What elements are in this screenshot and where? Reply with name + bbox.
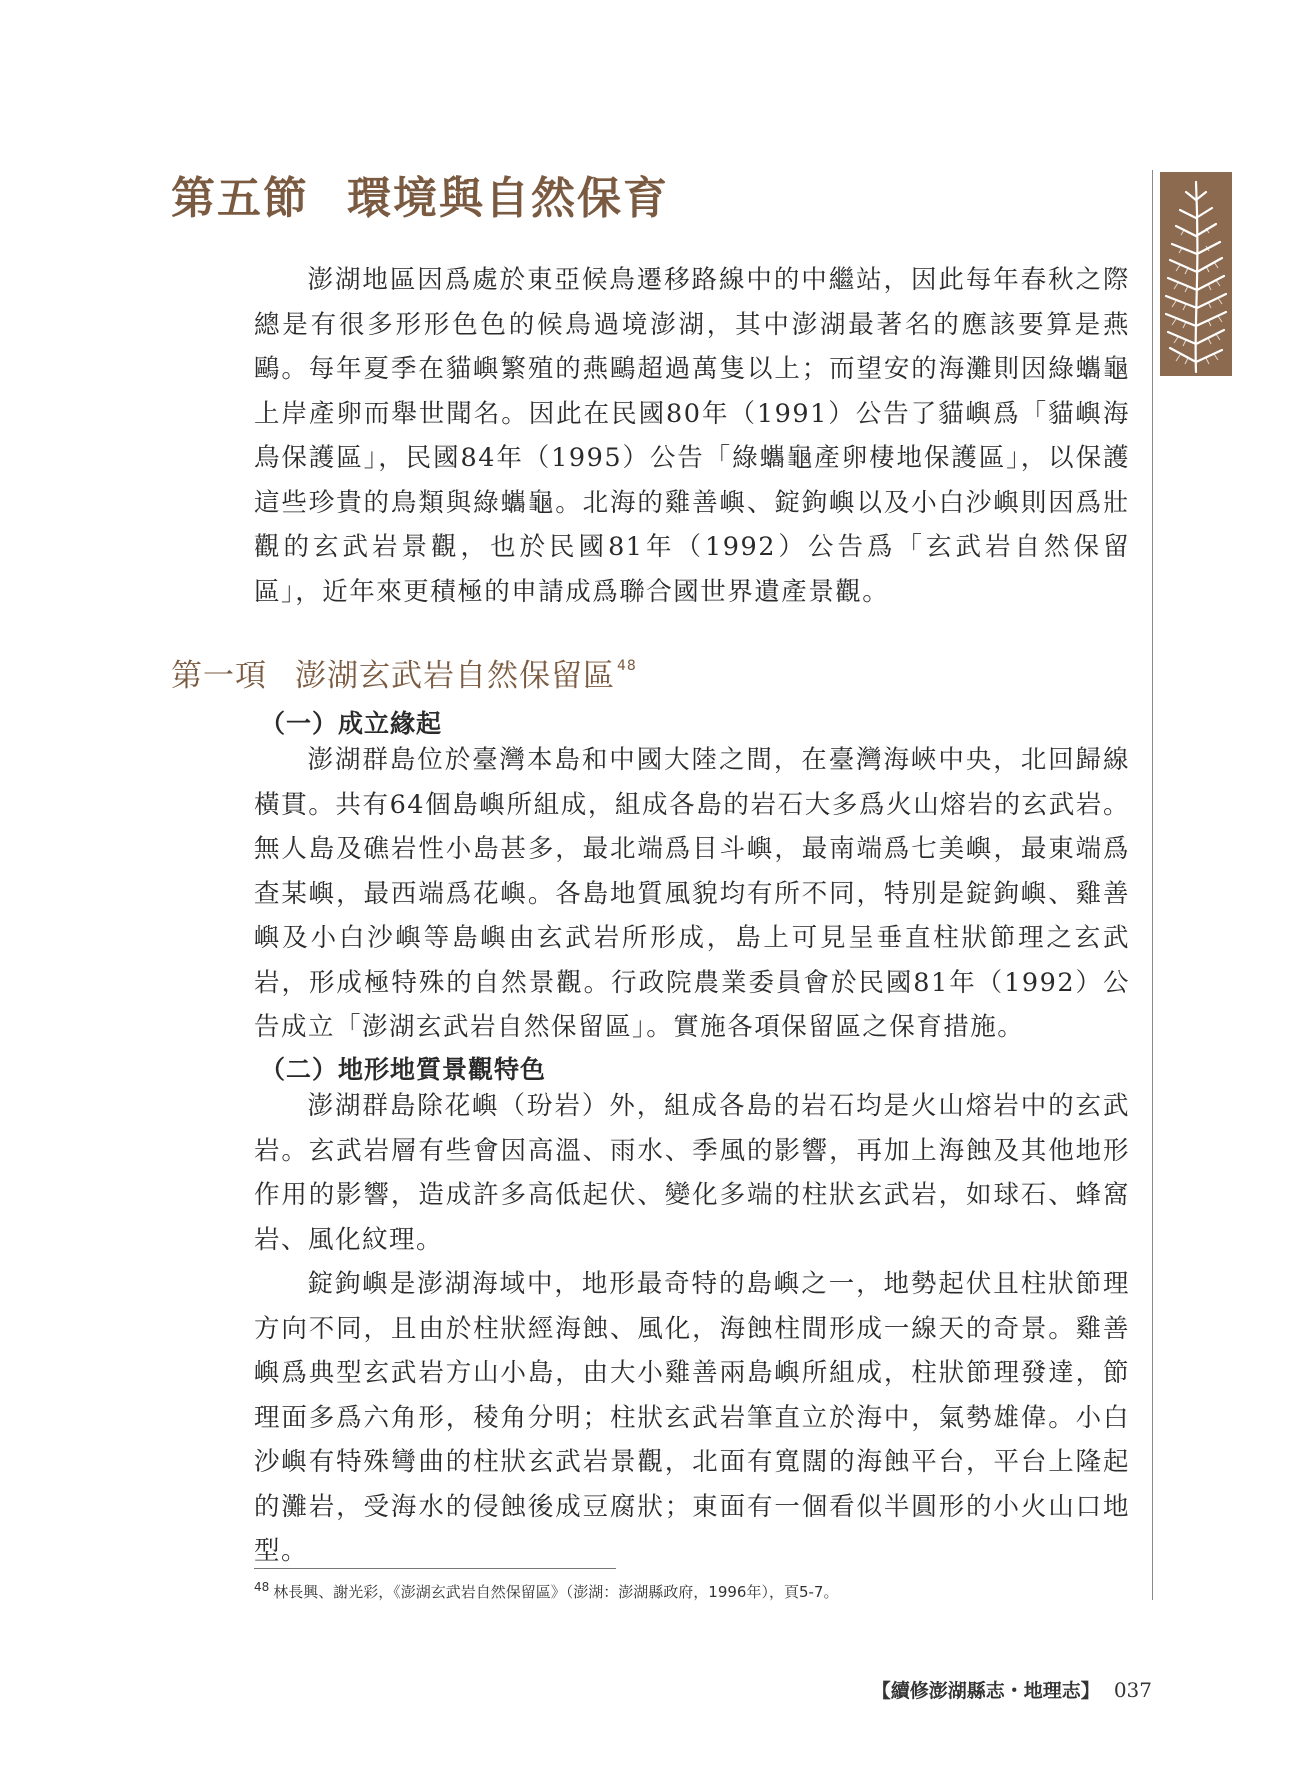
landscape-paragraph-1: 澎湖群島除花嶼（玢岩）外，組成各島的岩石均是火山熔岩中的玄武岩。玄武岩層有些會因高溫、雨水、季風的影響，再加上海蝕及其他地形作用的影響，造成許多高低起伏、變化多端的柱狀玄武岩，如球石、蜂窩岩、風化紋理。 [254,1091,1130,1255]
section-heading: 環境與自然保育 [347,173,669,224]
margin-rule [1152,170,1153,1600]
section-label: 第五節 [171,173,309,224]
fern-ornament-icon [1160,172,1232,376]
footnote [254,1580,838,1602]
footnote-text: 林長興、謝光彩，《澎湖玄武岩自然保留區》（澎湖：澎湖縣政府，1996年），頁5-7。 [273,1583,839,1601]
page-number: 037 [1113,1678,1152,1702]
landscape-paragraph-2: 錠鉤嶼是澎湖海域中，地形最奇特的島嶼之一，地勢起伏且柱狀節理方向不同，且由於柱狀經海蝕、風化，海蝕柱間形成一線天的奇景。雞善嶼爲典型玄武岩方山小島，由大小雞善兩島嶼所組成，柱狀節理發達，節理面多爲六角形，稜角分明；柱狀玄武岩筆直立於海中，氣勢雄偉。小白沙嶼有特殊彎曲的柱狀玄武岩景觀，北面有寬闊的海蝕平台，平台上隆起的灘岩，受海水的侵蝕後成豆腐狀；東面有一個看似半圓形的小火山口地型。 [254,1269,1130,1566]
item-heading-origin: （一）成立緣起 [260,709,443,738]
book-title: 【續修澎湖縣志・地理志】 [871,1680,1100,1702]
section-title [171,162,669,226]
footnote-number: 48 [254,1580,270,1594]
intro-paragraph: 澎湖地區因爲處於東亞候鳥遷移路線中的中繼站，因此每年春秋之際總是有很多形形色色的候鳥過境澎湖，其中澎湖最著名的應該要算是燕鷗。每年夏季在貓嶼繁殖的燕鷗超過萬隻以上；而望安的海灘則因綠蠵龜上岸產卵而舉世聞名。因此在民國80年（1991）公告了貓嶼爲「貓嶼海鳥保護區」，民國84年（1995）公告「綠蠵龜產卵棲地保護區」，以保護這些珍貴的鳥類與綠蠵龜。北海的雞善嶼、錠鉤嶼以及小白沙嶼則因爲壯觀的玄武岩景觀，也於民國81年（1992）公告爲「玄武岩自然保留區」，近年來更積極的申請成爲聯合國世界遺產景觀。 [254,265,1130,607]
footnote-divider [254,1568,616,1569]
subsection-label: 第一項 [171,658,267,694]
origin-paragraph: 澎湖群島位於臺灣本島和中國大陸之間，在臺灣海峽中央，北回歸線橫貫。共有64個島嶼所組成，組成各島的岩石大多爲火山熔岩的玄武岩。無人島及礁岩性小島甚多，最北端爲目斗嶼，最南端爲七美嶼，最東端爲查某嶼，最西端爲花嶼。各島地質風貌均有所不同，特別是錠鉤嶼、雞善嶼及小白沙嶼等島嶼由玄武岩所形成，島上可見呈垂直柱狀節理之玄武岩，形成極特殊的自然景觀。行政院農業委員會於民國81年（1992）公告成立「澎湖玄武岩自然保留區」。實施各項保留區之保育措施。 [254,745,1130,1042]
subsection-heading: 澎湖玄武岩自然保留區 [295,658,615,694]
item-heading-landscape: （二）地形地質景觀特色 [260,1055,547,1084]
subsection-title [171,650,637,695]
running-footer [872,1676,1152,1703]
footnote-ref: 48 [617,658,637,674]
